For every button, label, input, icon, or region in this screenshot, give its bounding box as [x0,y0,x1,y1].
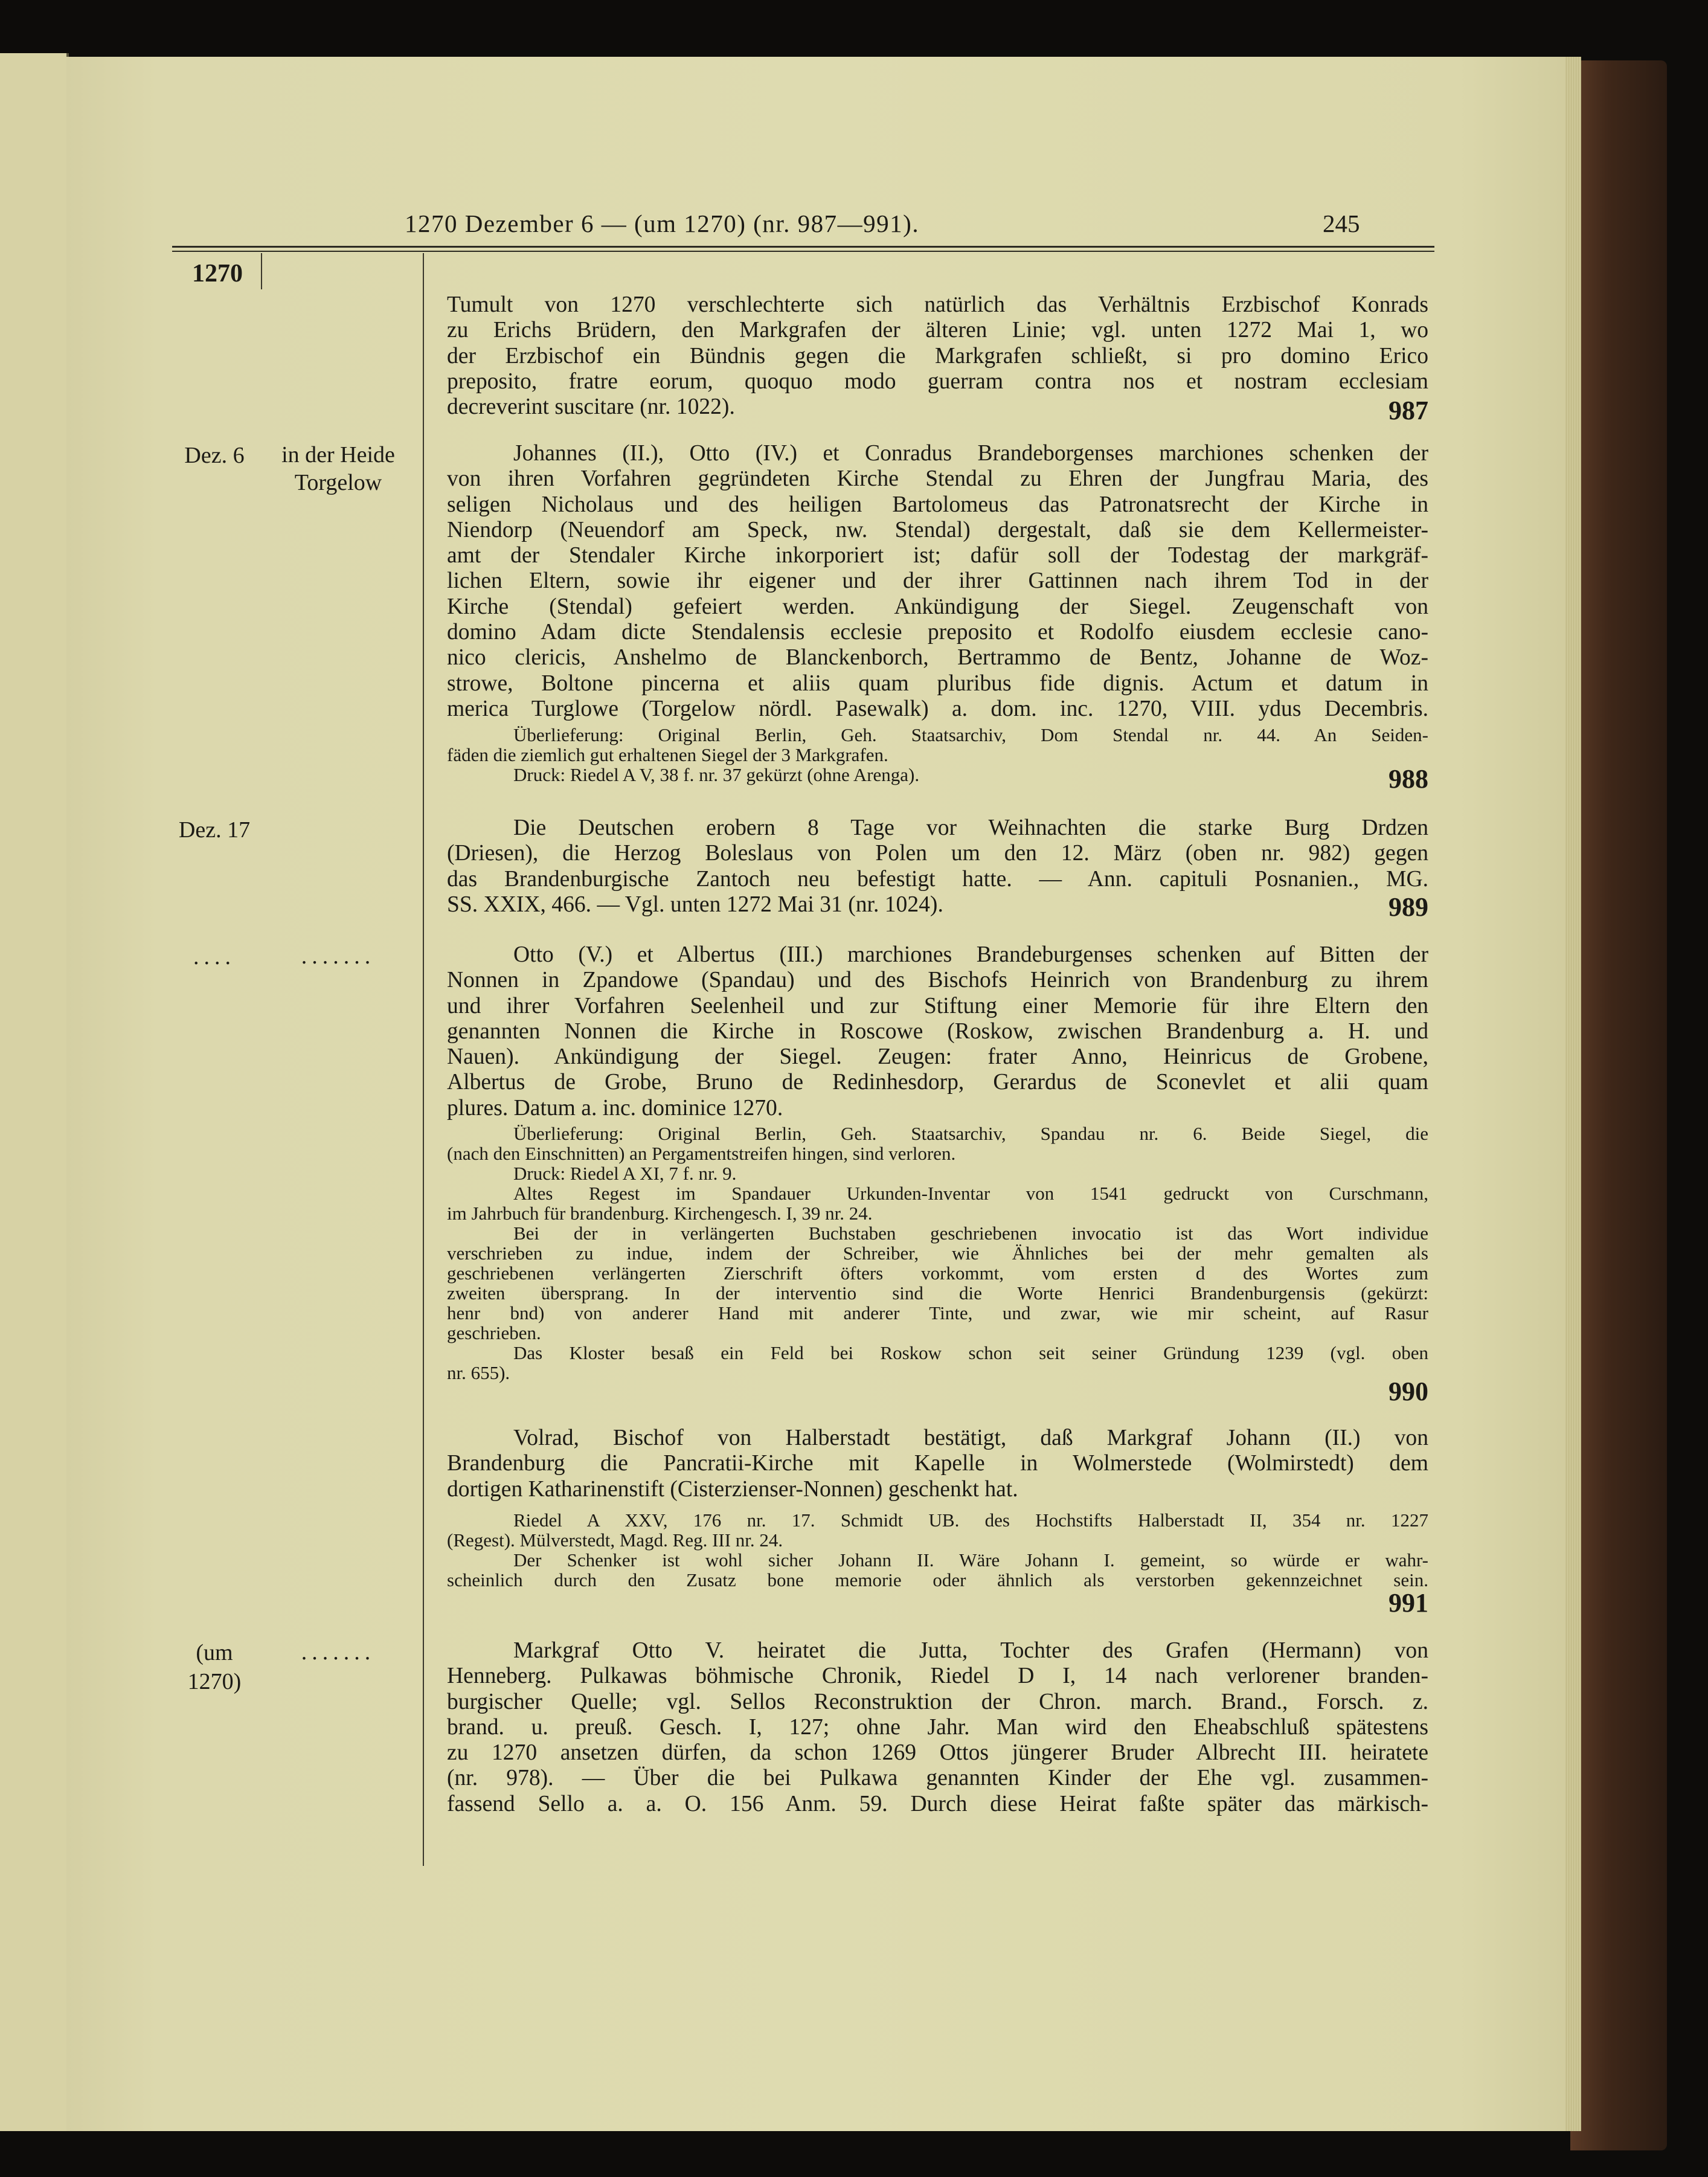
note-line: Bei der in verlängerten Buchstaben geschriebenen invocatio ist das Wort individue [513,1223,1428,1244]
entry-place-unknown-2: ....... [301,1639,376,1665]
place-line: Torgelow [294,470,382,495]
text-line: preposito, fratre eorum, quoquo modo guerram contra nos et nostram ecclesiam [447,368,1428,394]
text-line: Albertus de Grobe, Bruno de Redinhesdorp, Gerardus de Sconevlet et alii quam [447,1070,1428,1095]
note-line: Das Kloster besaß ein Feld bei Roskow schon seit seiner Gründung 1239 (vgl. oben [513,1342,1428,1363]
text-line: von ihren Vorfahren gegründeten Kirche Stendal zu Ehren der Jungfrau Maria, des [447,466,1428,492]
note-line: Druck: Riedel A V, 38 f. nr. 37 gekürzt (ohne Arenga). [513,764,920,785]
text-line: zu Erichs Brüdern, den Markgrafen der älteren Linie; vgl. unten 1272 Mai 1, wo [447,318,1428,343]
note-line: scheinlich durch den Zusatz bone memorie oder ähnlich als verstorben gekennzeichnet sein. [447,1569,1428,1590]
text-line: Otto (V.) et Albertus (III.) marchiones Brandeburgenses schenken auf Bitten der [513,942,1428,967]
entry-988-text [447,441,1428,722]
year-mark: 1270 [192,260,243,288]
text-line: plures. Datum a. inc. dominice 1270. [447,1095,783,1121]
text-line: Brandenburg die Pancratii-Kirche mit Kapelle in Wolmerstede (Wolmirstedt) dem [447,1451,1428,1476]
note-line: nr. 655). [447,1362,510,1383]
note-line: Überlieferung: Original Berlin, Geh. Staatsarchiv, Dom Stendal nr. 44. An Seiden- [513,724,1428,745]
note-line: (Regest). Mülverstedt, Magd. Reg. III nr. 24. [447,1529,783,1551]
entry-date-dez-6: Dez. 6 [184,443,245,468]
entry-987-text [447,292,1428,420]
entry-number-990: 990 [1389,1377,1428,1406]
text-line: nico clericis, Anshelmo de Blanckenborch, Bertrammo de Bentz, Johanne de Woz- [447,645,1428,670]
entry-989-text [447,815,1428,918]
running-title: 1270 Dezember 6 — (um 1270) (nr. 987—991). [405,210,920,237]
place-line: in der Heide [281,442,395,468]
text-line: Niendorp (Neuendorf am Speck, nw. Stendal) dergestalt, daß sie dem Kellermeister- [447,517,1428,542]
text-line: merica Turglowe (Torgelow nördl. Pasewalk) a. dom. inc. 1270, VIII. ydus Decembris. [447,696,1428,721]
entry-date-um-1270 [172,1638,257,1696]
note-line: Der Schenker ist wohl sicher Johann II. Wäre Johann I. gemeint, so würde er wahr- [513,1549,1428,1571]
entry-number-987: 987 [1389,396,1428,425]
text-line: dortigen Katharinenstift (Cisterzienser-Nonnen) geschenkt hat. [447,1476,1018,1502]
text-line: Nonnen in Zpandowe (Spandau) und des Bischofs Heinrich von Brandenburg zu ihrem [447,968,1428,993]
header-rule-bottom [172,251,1434,252]
entry-number-988: 988 [1389,764,1428,794]
note-line: Riedel A XXV, 176 nr. 17. Schmidt UB. des Hochstifts Halberstadt II, 354 nr. 1227 [513,1510,1428,1531]
note-line: Druck: Riedel A XI, 7 f. nr. 9. [513,1163,737,1184]
note-line: geschrieben. [447,1322,541,1343]
note-line: verschrieben zu indue, indem der Schreiber, wie Ähnliches bei der mehr gemalten als [447,1243,1428,1264]
text-line: amt der Stendaler Kirche inkorporiert ist; dafür soll der Todestag der markgräf- [447,543,1428,568]
column-rule-date [261,253,262,289]
text-line: lichen Eltern, sowie ihr eigener und der ihrer Gattinnen nach ihrem Tod in der [447,568,1428,594]
text-line: Tumult von 1270 verschlechterte sich natürlich das Verhältnis Erzbischof Konrads [447,292,1428,317]
text-line: seligen Nicholaus und des heiligen Bartolomeus das Patronatsrecht der Kirche in [447,492,1428,517]
text-line: der Erzbischof ein Bündnis gegen die Markgrafen schließt, si pro domino Erico [447,343,1428,368]
note-line: zweiten übersprang. In der interventio sind die Worte Henrici Brandenburgensis (gekürzt: [447,1282,1428,1304]
text-line: decreverint suscitare (nr. 1022). [447,394,735,420]
text-line: (Driesen), die Herzog Boleslaus von Polen um den 12. März (oben nr. 982) gegen [447,841,1428,866]
entry-number-991: 991 [1389,1588,1428,1618]
note-line: henr bnd) von anderer Hand mit anderer Tinte, und zwar, wie mir scheint, auf Rasur [447,1302,1428,1323]
header-rule-top [172,246,1434,248]
entry-number-989: 989 [1389,892,1428,922]
book-page [66,57,1581,2131]
text-line: genannten Nonnen die Kirche in Roscowe (Roskow, zwischen Brandenburg a. H. und [447,1018,1428,1044]
note-line: im Jahrbuch für brandenburg. Kirchengesch. I, 39 nr. 24. [447,1203,873,1224]
text-line: Markgraf Otto V. heiratet die Jutta, Tochter des Grafen (Hermann) von [513,1638,1428,1663]
text-line: (nr. 978). — Über die bei Pulkawa genannten Kinder der Ehe vgl. zusammen- [447,1766,1428,1791]
text-line: Kirche (Stendal) gefeiert werden. Ankündigung der Siegel. Zeugenschaft von [447,594,1428,619]
entry-place-torgelow [266,441,411,497]
note-line: Überlieferung: Original Berlin, Geh. Staatsarchiv, Spandau nr. 6. Beide Siegel, die [513,1123,1428,1144]
text-line: Volrad, Bischof von Halberstadt bestätigt, daß Markgraf Johann (II.) von [513,1426,1428,1450]
text-line: burgischer Quelle; vgl. Sellos Reconstruktion der Chron. march. Brand., Forsch. z. [447,1689,1428,1714]
text-line: SS. XXIX, 466. — Vgl. unten 1272 Mai 31 (nr. 1024). [447,892,943,917]
text-line: das Brandenburgische Zantoch neu befestigt hatte. — Ann. capituli Posnanien., MG. [447,866,1428,892]
text-line: und ihrer Vorfahren Seelenheil und zur Stiftung einer Memorie für ihre Eltern den [447,993,1428,1018]
page-number: 245 [1323,210,1360,237]
entry-990-text [447,942,1428,1121]
page-edges [1565,57,1581,2131]
entry-990-notes [447,1124,1428,1383]
text-line: Johannes (II.), Otto (IV.) et Conradus Brandeborgenses marchiones schenken der [513,441,1428,466]
book-cover-edge [1570,60,1667,2150]
text-line: Henneberg. Pulkawas böhmische Chronik, Riedel D I, 14 nach verlorener branden- [447,1664,1428,1689]
text-line: brand. u. preuß. Gesch. I, 127; ohne Jahr. Man wird den Eheabschluß spätestens [447,1714,1428,1740]
entry-991-notes [447,1510,1428,1590]
date-line: 1270) [187,1669,242,1694]
column-rule-place [423,253,424,1866]
entry-date-unknown: .... [193,944,236,970]
note-line: geschriebenen verlängerten Zierschrift öfters vorkommt, vom ersten d des Wortes zum [447,1262,1428,1284]
entry-991-text [447,1426,1428,1502]
entry-place-unknown: ....... [301,944,376,969]
entry-um-1270-text [447,1638,1428,1817]
text-line: zu 1270 ansetzen dürfen, da schon 1269 Ottos jüngerer Bruder Albrecht III. heiratete [447,1740,1428,1766]
entry-988-notes [447,725,1428,785]
text-line: domino Adam dicte Stendalensis ecclesie preposito et Rodolfo eiusdem ecclesie cano- [447,620,1428,645]
text-line: Nauen). Ankündigung der Siegel. Zeugen: frater Anno, Heinricus de Grobene, [447,1044,1428,1070]
note-line: (nach den Einschnitten) an Pergamentstreifen hingen, sind verloren. [447,1143,956,1164]
date-line: (um [196,1640,233,1665]
note-line: Altes Regest im Spandauer Urkunden-Inventar von 1541 gedruckt von Curschmann, [513,1183,1428,1204]
note-line: fäden die ziemlich gut erhaltenen Siegel der 3 Markgrafen. [447,744,888,765]
entry-date-dez-17: Dez. 17 [178,817,251,843]
text-line: strowe, Boltone pincerna et aliis quam pluribus fide dignis. Actum et datum in [447,670,1428,696]
text-line: fassend Sello a. a. O. 156 Anm. 59. Durch diese Heirat faßte später das märkisch- [447,1791,1428,1816]
text-line: Die Deutschen erobern 8 Tage vor Weihnachten die starke Burg Drdzen [513,815,1428,840]
previous-page-edge [0,53,69,2131]
